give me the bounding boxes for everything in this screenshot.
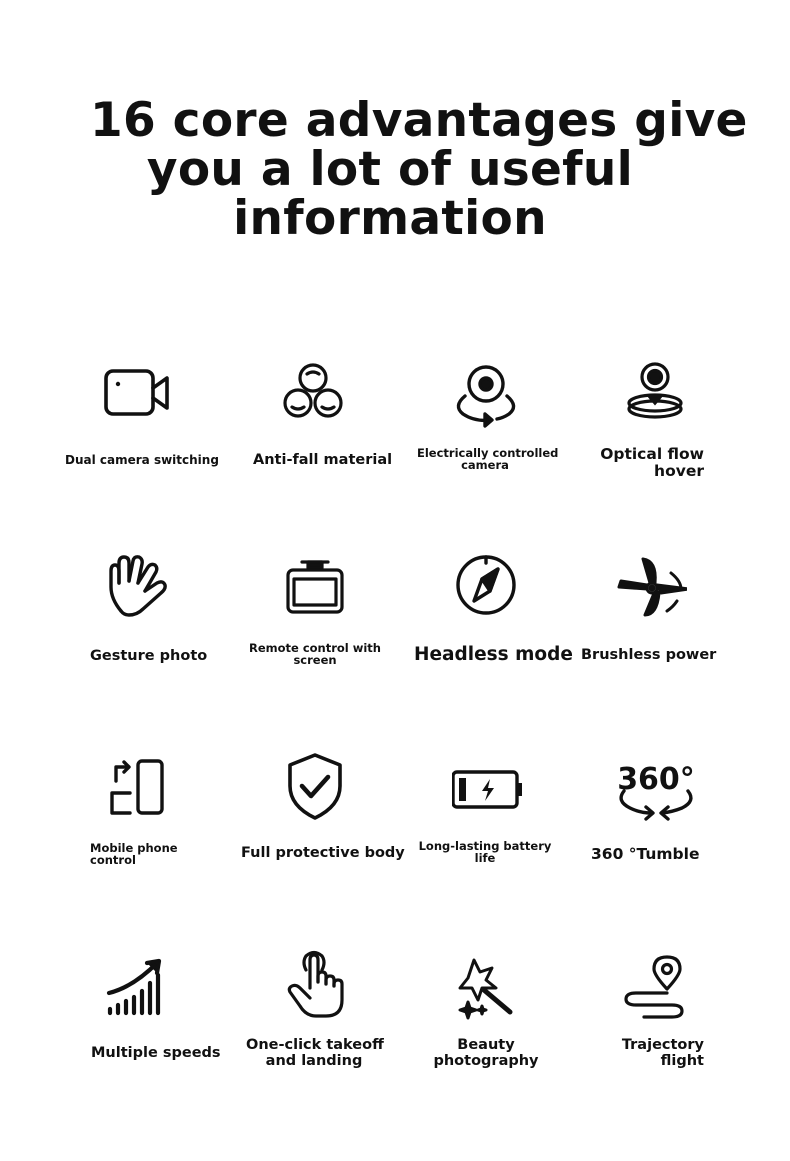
feature-label-headless-mode: Headless mode xyxy=(414,644,573,665)
phone-rotate-icon xyxy=(102,753,172,823)
feature-label-remote-screen: Remote control with screen xyxy=(248,641,381,668)
feature-label-electric-camera: Electrically controlled camera xyxy=(417,446,559,473)
360-rotate-icon xyxy=(616,753,696,823)
title-line-2: you a lot of useful xyxy=(146,142,634,197)
hand-icon xyxy=(103,553,173,623)
feature-label-beauty: Beauty photography xyxy=(433,1037,539,1069)
three-circles-icon xyxy=(278,358,348,428)
location-pin-icon xyxy=(620,358,690,428)
propeller-icon xyxy=(617,553,687,623)
page-title xyxy=(90,93,748,246)
magic-wand-icon xyxy=(454,954,524,1024)
video-camera-icon xyxy=(101,360,171,430)
feature-label-brushless-power: Brushless power xyxy=(581,647,717,663)
feature-label-battery-life: Long-lasting battery life xyxy=(418,839,552,866)
svg-text:360°: 360° xyxy=(617,762,695,797)
title-line-3: information xyxy=(233,191,547,246)
feature-label-360-tumble: 360 °Tumble xyxy=(591,845,700,863)
battery-icon xyxy=(452,755,522,825)
pointer-hand-icon xyxy=(282,950,352,1020)
feature-label-one-click: One-click takeoff and landing xyxy=(246,1037,384,1069)
feature-label-dual-camera: Dual camera switching xyxy=(65,453,219,467)
feature-label-trajectory: Trajectory flight xyxy=(621,1037,704,1069)
shield-check-icon xyxy=(280,752,350,822)
rotating-camera-icon xyxy=(451,360,521,430)
feature-label-protective-body: Full protective body xyxy=(241,845,405,861)
feature-label-mobile-phone: Mobile phone control xyxy=(90,841,178,868)
compass-icon xyxy=(452,551,522,621)
feature-label-anti-fall: Anti-fall material xyxy=(253,452,393,468)
feature-label-gesture-photo: Gesture photo xyxy=(90,648,208,664)
feature-label-multiple-speeds: Multiple speeds xyxy=(91,1045,221,1061)
remote-screen-icon xyxy=(280,553,350,623)
route-pin-icon xyxy=(622,953,692,1023)
feature-label-optical-flow: Optical flow hover xyxy=(600,445,704,480)
signal-bars-icon xyxy=(103,953,173,1023)
title-line-1: 16 core advantages give xyxy=(90,93,748,148)
